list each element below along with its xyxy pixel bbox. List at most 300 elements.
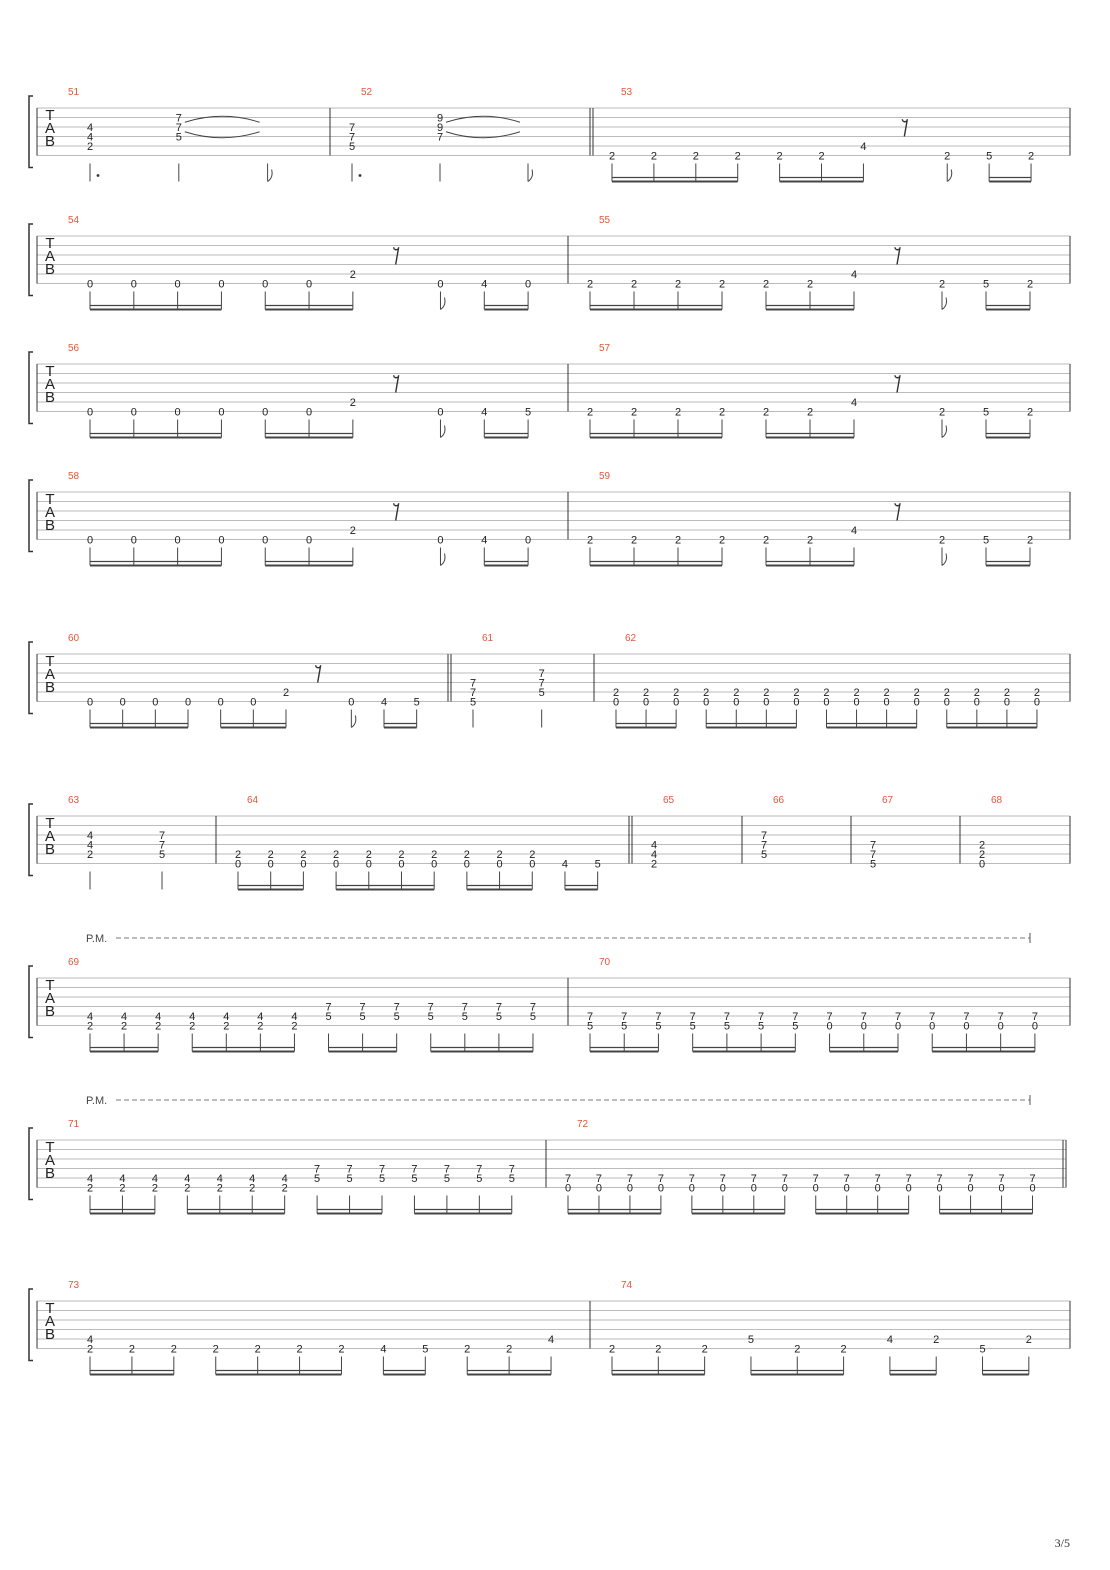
fret-number: 4	[189, 1011, 196, 1023]
fret-number: 7	[997, 1011, 1004, 1023]
tab-clef-letter: T	[45, 1139, 55, 1156]
fret-number: 2	[794, 1343, 801, 1356]
fret-number: 2	[630, 406, 638, 419]
fret-number: 5	[979, 1343, 986, 1356]
fret-number: 7	[427, 1001, 434, 1014]
fret-number: 0	[300, 858, 307, 871]
fret-number: 4	[850, 525, 858, 537]
fret-number: 2	[267, 849, 274, 861]
eighth-flag	[440, 554, 445, 566]
measure	[68, 1119, 546, 1214]
fret-number: 2	[1003, 687, 1010, 699]
fret-number: 4	[86, 131, 94, 144]
fret-number: 0	[943, 696, 950, 709]
fret-number: 5	[359, 1011, 366, 1023]
fret-number: 0	[973, 696, 980, 709]
fret-number: 7	[843, 1173, 850, 1185]
eighth-flag	[942, 426, 947, 438]
fret-number: 4	[561, 858, 569, 871]
fret-number: 5	[393, 1011, 400, 1023]
fret-number: 5	[655, 1020, 662, 1033]
measure-number: 65	[663, 795, 675, 806]
fret-number: 5	[378, 1173, 386, 1185]
fret-number: 2	[349, 525, 356, 537]
fret-number: 2	[608, 150, 616, 163]
fret-number: 7	[175, 112, 182, 125]
fret-number: 2	[300, 849, 307, 861]
system-bracket	[29, 1128, 33, 1200]
fret-number: 0	[174, 406, 181, 419]
measure-number: 62	[625, 633, 637, 644]
fret-number: 4	[86, 830, 94, 842]
tab-clef-letter: T	[45, 107, 55, 124]
fret-number: 2	[86, 1182, 94, 1195]
measure	[68, 957, 568, 1052]
fret-number: 0	[936, 1182, 943, 1195]
fret-number: 5	[982, 534, 990, 547]
system-bracket	[29, 804, 33, 876]
fret-number: 2	[189, 1020, 196, 1033]
tab-clef-letter: A	[44, 1313, 56, 1330]
fret-number: 2	[718, 278, 726, 291]
fret-number: 0	[262, 534, 269, 547]
fret-number: 2	[338, 1343, 345, 1356]
fret-number: 4	[481, 278, 488, 291]
fret-number: 5	[538, 687, 545, 699]
fret-number: 0	[267, 858, 274, 871]
measure-number: 66	[773, 795, 785, 806]
fret-number: 5	[461, 1011, 468, 1023]
tab-clef-letter: B	[44, 1165, 56, 1182]
fret-number: 4	[380, 1343, 387, 1356]
fret-number: 2	[734, 150, 741, 163]
fret-number: 0	[874, 1182, 881, 1195]
fret-number: 2	[431, 849, 438, 861]
fret-number: 7	[689, 1011, 696, 1023]
eighth-flag	[947, 170, 952, 182]
fret-number: 0	[733, 696, 740, 709]
tab-system	[29, 1095, 1066, 1214]
fret-number: 2	[806, 534, 814, 547]
fret-number: 0	[1003, 696, 1010, 709]
eighth-flag	[942, 298, 947, 310]
fret-number: 0	[703, 696, 710, 709]
fret-number: 5	[158, 849, 166, 861]
fret-number: 4	[86, 1011, 94, 1023]
fret-number: 0	[86, 696, 94, 709]
fret-number: 2	[155, 1020, 162, 1033]
fret-number: 0	[1031, 1020, 1038, 1033]
fret-number: 2	[608, 1343, 616, 1356]
fret-number: 0	[643, 696, 650, 709]
fret-number: 2	[234, 849, 242, 861]
fret-number: 5	[476, 1173, 483, 1185]
fret-number: 7	[314, 1163, 321, 1176]
fret-number: 0	[525, 278, 532, 291]
fret-number: 4	[281, 1173, 288, 1185]
fret-number: 7	[586, 1011, 594, 1023]
fret-number: 7	[508, 1163, 515, 1176]
fret-number: 5	[758, 1020, 765, 1033]
fret-number: 2	[630, 278, 638, 291]
fret-number: 2	[776, 150, 783, 163]
measure	[870, 795, 960, 871]
fret-number: 7	[346, 1163, 353, 1176]
fret-number: 2	[938, 278, 946, 291]
fret-number: 4	[481, 406, 488, 419]
system-bracket	[29, 642, 33, 714]
measure-number: 60	[68, 633, 80, 644]
fret-number: 0	[234, 858, 242, 871]
fret-number: 2	[718, 406, 726, 419]
fret-number: 7	[998, 1173, 1005, 1185]
fret-number: 2	[703, 687, 710, 699]
palm-mute-label: P.M.	[86, 1095, 108, 1107]
eighth-rest	[895, 247, 900, 264]
measure	[613, 633, 1070, 728]
fret-number: 0	[152, 696, 159, 709]
fret-number: 0	[913, 696, 920, 709]
fret-number: 4	[249, 1173, 256, 1185]
tab-clef-letter: T	[45, 363, 55, 380]
fret-number: 2	[674, 406, 682, 419]
fret-number: 4	[216, 1173, 223, 1185]
fret-number: 2	[586, 278, 594, 291]
fret-number: 7	[595, 1173, 603, 1185]
fret-number: 5	[594, 858, 601, 871]
fret-number: 2	[853, 687, 860, 699]
fret-number: 7	[348, 122, 356, 134]
fret-number: 2	[913, 687, 920, 699]
fret-number: 2	[938, 406, 946, 419]
tab-clef-letter: A	[44, 504, 56, 521]
measure-number: 68	[991, 795, 1003, 806]
fret-number: 2	[506, 1343, 513, 1356]
fret-number: 2	[1026, 534, 1034, 547]
tab-clef-letter: B	[44, 261, 56, 278]
fret-number: 2	[86, 141, 94, 153]
fret-number: 0	[463, 858, 470, 871]
measure-number: 74	[621, 1280, 633, 1291]
fret-number: 0	[525, 534, 532, 547]
fret-number: 2	[1026, 406, 1034, 419]
fret-number: 2	[170, 1343, 177, 1356]
fret-number: 7	[760, 839, 768, 852]
fret-number: 0	[967, 1182, 974, 1195]
measure-number: 53	[621, 87, 633, 98]
fret-number: 5	[689, 1020, 696, 1033]
fret-number: 0	[612, 696, 620, 709]
measure	[68, 1280, 590, 1375]
fret-number: 2	[1026, 278, 1034, 291]
fret-number: 2	[612, 687, 620, 699]
tab-clef-letter: T	[45, 1300, 55, 1317]
fret-number: 0	[978, 858, 986, 871]
fret-number: 2	[586, 406, 594, 419]
fret-number: 0	[333, 858, 340, 871]
measure	[68, 633, 451, 728]
measure	[587, 471, 1070, 566]
fret-number: 2	[763, 687, 770, 699]
fret-number: 7	[461, 1001, 468, 1014]
fret-number: 0	[998, 1182, 1005, 1195]
fret-number: 0	[437, 406, 444, 419]
fret-number: 2	[643, 687, 650, 699]
fret-number: 7	[436, 131, 444, 144]
fret-number: 0	[883, 696, 890, 709]
fret-number: 7	[443, 1163, 450, 1176]
duration-dot	[359, 174, 362, 177]
fret-number: 7	[359, 1001, 366, 1014]
fret-number: 7	[812, 1173, 819, 1185]
fret-number: 2	[701, 1343, 708, 1356]
tab-clef-letter: B	[44, 1326, 56, 1343]
fret-number: 5	[411, 1173, 418, 1185]
fret-number: 2	[823, 687, 830, 699]
measure-number: 61	[482, 633, 494, 644]
fret-number: 0	[431, 858, 438, 871]
fret-number: 0	[929, 1020, 936, 1033]
fret-number: 2	[365, 849, 372, 861]
fret-number: 0	[860, 1020, 867, 1033]
tab-clef-letter: T	[45, 977, 55, 994]
tab-clef-letter: B	[44, 679, 56, 696]
fret-number: 0	[905, 1182, 912, 1195]
fret-number: 2	[818, 150, 825, 163]
fret-number: 0	[626, 1182, 633, 1195]
fret-number: 2	[655, 1343, 662, 1356]
fret-number: 2	[762, 534, 770, 547]
fret-number: 7	[929, 1011, 936, 1023]
fret-number: 2	[733, 687, 740, 699]
tab-clef-letter: B	[44, 517, 56, 534]
tab-clef-letter: A	[44, 120, 56, 137]
fret-number: 0	[218, 278, 225, 291]
fret-number: 7	[538, 677, 545, 690]
fret-number: 0	[894, 1020, 902, 1033]
measure-number: 72	[577, 1119, 589, 1130]
tab-clef-letter: B	[44, 841, 56, 858]
fret-number: 0	[305, 278, 313, 291]
fret-number: 0	[437, 534, 444, 547]
fret-number: 7	[874, 1173, 881, 1185]
measure	[68, 87, 330, 182]
fret-number: 2	[254, 1343, 261, 1356]
fret-number: 4	[86, 122, 94, 134]
fret-number: 0	[595, 1182, 603, 1195]
page-number: 3/5	[1054, 1536, 1070, 1550]
fret-number: 0	[86, 406, 94, 419]
fret-number: 7	[538, 668, 545, 680]
fret-number: 7	[963, 1011, 970, 1023]
measure	[587, 957, 1070, 1052]
eighth-flag	[440, 298, 445, 310]
measure	[68, 215, 568, 310]
fret-number: 4	[850, 397, 858, 409]
fret-number: 4	[121, 1011, 128, 1023]
fret-number: 7	[158, 839, 166, 852]
fret-number: 5	[747, 1334, 755, 1346]
eighth-rest	[394, 247, 399, 264]
measure	[609, 1280, 1070, 1375]
fret-number: 7	[758, 1011, 765, 1023]
fret-number: 7	[621, 1011, 628, 1023]
measure-number: 69	[68, 957, 80, 968]
fret-number: 2	[806, 278, 814, 291]
fret-number: 7	[158, 830, 166, 842]
fret-number: 2	[943, 687, 950, 699]
fret-number: 5	[495, 1011, 502, 1023]
fret-number: 7	[894, 1011, 902, 1023]
fret-number: 5	[525, 406, 532, 419]
fret-number: 2	[978, 849, 986, 861]
fret-number: 4	[119, 1173, 126, 1185]
eighth-flag	[268, 170, 273, 182]
fret-number: 4	[86, 839, 94, 852]
fret-number: 0	[262, 406, 269, 419]
measure-number: 73	[68, 1280, 80, 1291]
tab-clef-letter: A	[44, 1152, 56, 1169]
fret-number: 2	[121, 1020, 128, 1033]
tab-clef-letter: A	[44, 828, 56, 845]
fret-number: 5	[508, 1173, 515, 1185]
fret-number: 0	[564, 1182, 572, 1195]
fret-number: 2	[944, 150, 951, 163]
fret-number: 7	[1031, 1011, 1038, 1023]
fret-number: 5	[346, 1173, 353, 1185]
fret-number: 5	[413, 696, 420, 709]
fret-number: 2	[333, 849, 340, 861]
fret-number: 2	[128, 1343, 135, 1356]
fret-number: 2	[973, 687, 980, 699]
eighth-rest	[394, 375, 399, 392]
fret-number: 0	[130, 406, 137, 419]
fret-number: 7	[626, 1173, 633, 1185]
fret-number: 4	[223, 1011, 230, 1023]
fret-number: 2	[216, 1182, 223, 1195]
measure	[651, 795, 742, 871]
measure	[68, 471, 568, 566]
fret-number: 2	[674, 278, 682, 291]
tab-clef-letter: B	[44, 133, 56, 150]
fret-number: 5	[723, 1020, 730, 1033]
measure-number: 51	[68, 87, 80, 98]
eighth-flag	[942, 554, 947, 566]
fret-number: 7	[869, 839, 877, 852]
tab-system	[29, 471, 1070, 566]
fret-number: 0	[184, 696, 192, 709]
fret-number: 7	[860, 1011, 867, 1023]
fret-number: 0	[843, 1182, 850, 1195]
fret-number: 0	[688, 1182, 695, 1195]
fret-number: 7	[657, 1173, 664, 1185]
fret-number: 7	[1029, 1173, 1036, 1185]
fret-number: 2	[281, 1182, 288, 1195]
fret-number: 0	[496, 858, 503, 871]
fret-number: 0	[305, 534, 313, 547]
eighth-rest	[316, 665, 321, 682]
measure-number: 67	[882, 795, 894, 806]
tab-clef-letter: A	[44, 990, 56, 1007]
fret-number: 4	[650, 849, 658, 861]
system-bracket	[29, 1289, 33, 1361]
measure	[979, 795, 1070, 871]
fret-number: 0	[217, 696, 224, 709]
fret-number: 2	[249, 1182, 256, 1195]
fret-number: 0	[130, 534, 137, 547]
fret-number: 2	[1033, 687, 1041, 699]
fret-number: 0	[826, 1020, 833, 1033]
fret-number: 4	[291, 1011, 298, 1023]
fret-number: 4	[850, 269, 858, 281]
measure-number: 58	[68, 471, 80, 482]
measure	[68, 795, 216, 890]
fret-number: 7	[792, 1011, 799, 1023]
fret-number: 0	[218, 534, 225, 547]
tab-system	[29, 1280, 1070, 1375]
fret-number: 5	[982, 278, 990, 291]
fret-number: 7	[967, 1173, 974, 1185]
fret-number: 0	[437, 278, 444, 291]
fret-number: 2	[349, 397, 356, 409]
fret-number: 4	[481, 534, 488, 547]
measure	[761, 795, 851, 864]
fret-number: 7	[723, 1011, 730, 1023]
tab-clef-letter: A	[44, 376, 56, 393]
fret-number: 0	[673, 696, 680, 709]
palm-mute-label: P.M.	[86, 933, 108, 945]
tab-system	[29, 933, 1070, 1052]
fret-number: 5	[869, 858, 877, 871]
eighth-flag	[440, 426, 445, 438]
fret-number: 7	[781, 1173, 788, 1185]
fret-number: 4	[886, 1334, 893, 1346]
measure-number: 57	[599, 343, 611, 354]
fret-number: 2	[184, 1182, 191, 1195]
fret-number: 4	[86, 1334, 94, 1346]
fret-number: 2	[840, 1343, 847, 1356]
fret-number: 2	[151, 1182, 158, 1195]
fret-number: 2	[212, 1343, 219, 1356]
fret-number: 5	[314, 1173, 321, 1185]
measure-number: 59	[599, 471, 611, 482]
measure-number: 63	[68, 795, 80, 806]
fret-number: 4	[860, 141, 867, 153]
fret-number: 0	[86, 534, 94, 547]
measure	[470, 633, 594, 728]
fret-number: 7	[564, 1173, 572, 1185]
fret-number: 2	[718, 534, 726, 547]
fret-number: 2	[674, 534, 682, 547]
fret-number: 7	[348, 131, 356, 144]
system-bracket	[29, 480, 33, 552]
fret-number: 5	[443, 1173, 450, 1185]
fret-number: 2	[793, 687, 800, 699]
fret-number: 7	[826, 1011, 833, 1023]
fret-number: 2	[86, 849, 94, 861]
fret-number: 5	[986, 150, 993, 163]
tab-clef-letter: T	[45, 491, 55, 508]
fret-number: 0	[781, 1182, 788, 1195]
fret-number: 0	[657, 1182, 664, 1195]
system-bracket	[29, 352, 33, 424]
fret-number: 7	[378, 1163, 386, 1176]
fret-number: 7	[469, 687, 477, 699]
fret-number: 7	[869, 849, 877, 861]
measure-number: 54	[68, 215, 80, 226]
measure-number: 56	[68, 343, 80, 354]
tab-system	[29, 87, 1070, 182]
